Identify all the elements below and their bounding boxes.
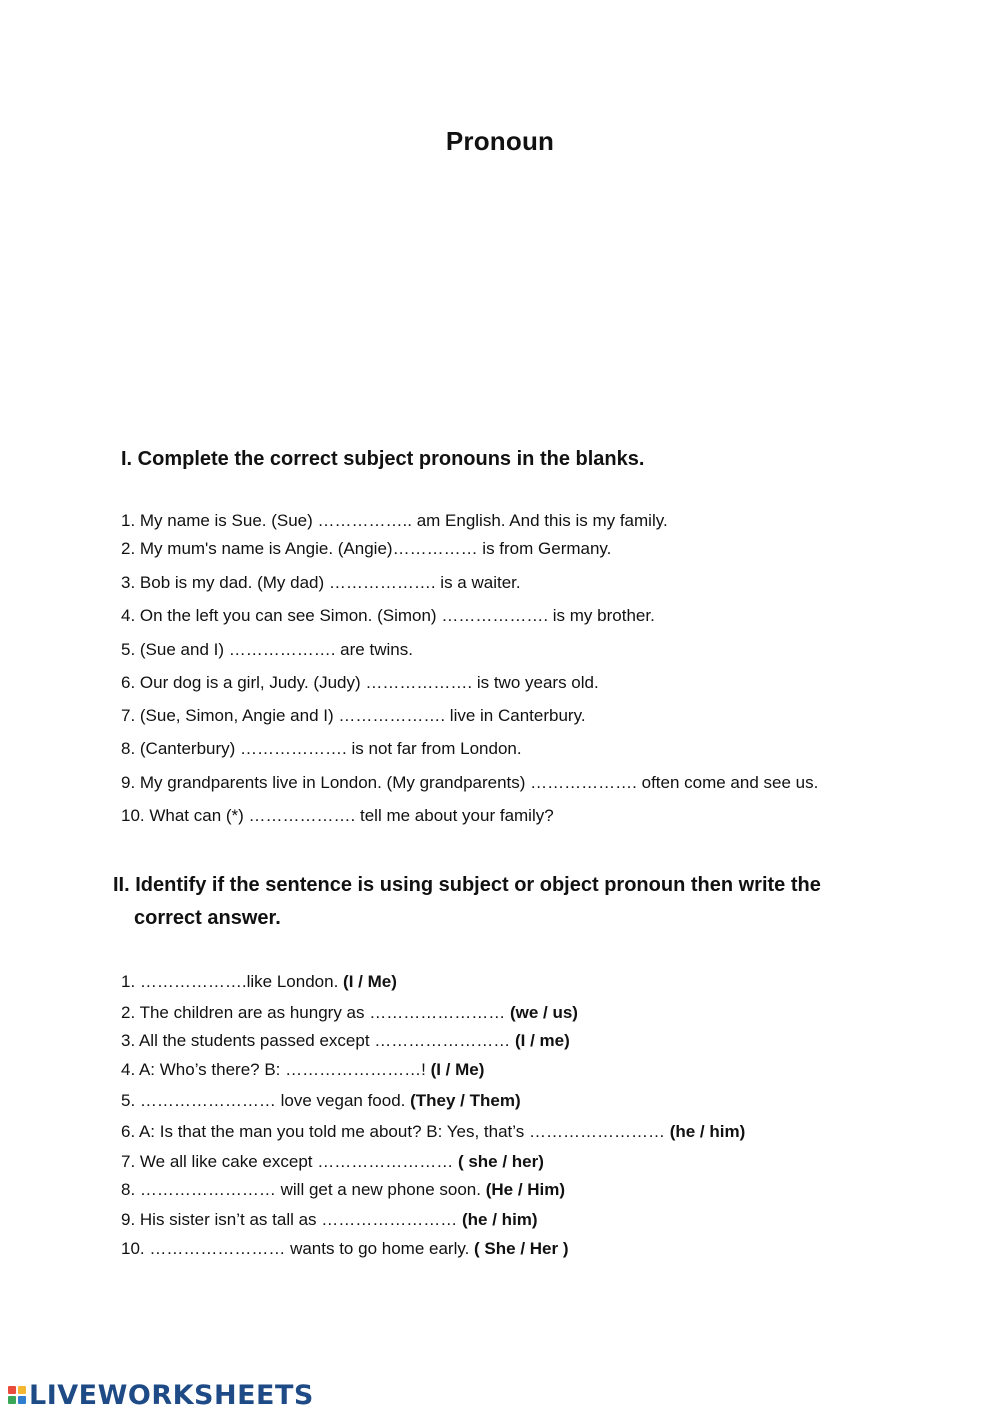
liveworksheets-logo[interactable] (8, 1380, 314, 1410)
item-choice: ( She / Her ) (474, 1239, 569, 1258)
item-choice: (I / Me) (430, 1060, 485, 1079)
item-choice: (He / Him) (485, 1180, 566, 1199)
logo-block (18, 1386, 26, 1394)
exercise-2-item (121, 1238, 569, 1260)
section-2-heading-line1: II. Identify if the sentence is using subject or object pronoun then write the (113, 874, 821, 896)
item-text: 5. …………………… love vegan food. (121, 1091, 411, 1110)
exercise-2-item (121, 971, 397, 993)
item-choice: (I / me) (515, 1031, 570, 1050)
exercise-2-item (121, 1090, 521, 1112)
item-choice: (we / us) (509, 1003, 578, 1022)
item-choice: (I / Me) (343, 972, 397, 991)
page-title: Pronoun (445, 126, 555, 156)
section-2-heading (113, 869, 873, 935)
exercise-1-item: 8. (Canterbury) ………………. is not far from London. (121, 739, 522, 758)
logo-block (8, 1396, 16, 1404)
exercise-2-item (121, 1121, 745, 1143)
item-text: 7. We all like cake except …………………… (121, 1152, 458, 1171)
exercise-2-item (121, 1179, 565, 1201)
item-text: 4. A: Who’s there? B: ……………………! (121, 1060, 431, 1079)
logo-block (18, 1396, 26, 1404)
exercise-2-item (121, 1059, 484, 1081)
exercise-1-item: 4. On the left you can see Simon. (Simon) ………………. is my brother. (121, 606, 655, 625)
section-2-heading-line2: correct answer. (134, 907, 281, 929)
item-text: 2. The children are as hungry as …………………… (121, 1003, 510, 1022)
section-1-heading: I. Complete the correct subject pronouns in the blanks. (121, 448, 645, 470)
exercise-1-item: 3. Bob is my dad. (My dad) ………………. is a waiter. (121, 573, 521, 592)
logo-blocks-icon (8, 1386, 26, 1404)
exercise-2-item (121, 1002, 578, 1024)
item-text: 3. All the students passed except …………………… (121, 1031, 515, 1050)
exercise-1-item: 5. (Sue and I) ………………. are twins. (121, 640, 413, 659)
exercise-1-item: 9. My grandparents live in London. (My grandparents) ………………. often come and see us. (121, 773, 819, 792)
logo-text: LIVEWORKSHEETS (29, 1379, 314, 1411)
exercise-2-item (121, 1030, 570, 1052)
item-choice: (he / him) (669, 1122, 746, 1141)
exercise-1-item: 1. My name is Sue. (Sue) …………….. am English. And this is my family. (121, 511, 668, 530)
item-text: 6. A: Is that the man you told me about? B: Yes, that’s …………………… (121, 1122, 670, 1141)
item-text: 9. His sister isn’t as tall as …………………… (121, 1210, 463, 1229)
item-choice: ( she / her) (457, 1152, 544, 1171)
exercise-1-item: 10. What can (*) ………………. tell me about your family? (121, 806, 554, 825)
exercise-2-item (121, 1209, 538, 1231)
item-choice: (he / him) (462, 1210, 538, 1229)
item-choice: (They / Them) (410, 1091, 521, 1110)
exercise-2-item (121, 1151, 544, 1173)
exercise-1-item: 7. (Sue, Simon, Angie and I) ………………. live in Canterbury. (121, 706, 586, 725)
item-text: 1. ……………….like London. (121, 972, 344, 991)
item-text: 10. …………………… wants to go home early. (121, 1239, 475, 1258)
item-text: 8. …………………… will get a new phone soon. (121, 1180, 486, 1199)
exercise-1-item: 6. Our dog is a girl, Judy. (Judy) ………………. is two years old. (121, 673, 599, 692)
logo-block (8, 1386, 16, 1394)
exercise-1-item: 2. My mum's name is Angie. (Angie)…………… is from Germany. (121, 539, 612, 558)
